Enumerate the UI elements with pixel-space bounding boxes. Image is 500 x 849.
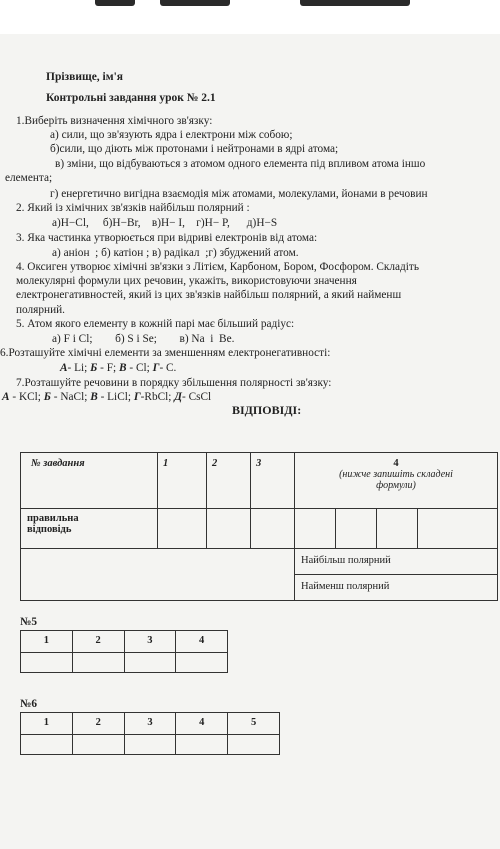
most-polar-cell[interactable]: Найбільш полярний xyxy=(295,549,498,575)
table6-title: №6 xyxy=(20,698,38,710)
q2-text: 2. Який із хімічних зв'язків найбільш полярний : xyxy=(16,202,250,214)
table6-head-1: 1 xyxy=(21,713,73,735)
table6 xyxy=(20,712,280,755)
answer-table-head-3: 3 xyxy=(251,453,295,509)
answer-table xyxy=(20,452,498,601)
answer-table-head-task: № завдання xyxy=(21,453,158,509)
table6-head-4: 4 xyxy=(176,713,228,735)
table6-head-3: 3 xyxy=(124,713,176,735)
table5-cell-4[interactable] xyxy=(176,653,228,673)
answer-table-head-2: 2 xyxy=(207,453,251,509)
q1-option-d: г) енергетично вигідна взаємодія між атомами, молекулами, йонами в речовин xyxy=(50,188,428,200)
answer-cell-4d[interactable] xyxy=(418,509,498,549)
q2-options: а)H−Cl, б)H−Br, в)H− I, г)H− P, д)H−S xyxy=(52,217,278,229)
name-label: Прізвище, ім'я xyxy=(46,71,124,83)
q7-text: 7.Розташуйте речовини в порядку збільшення полярності зв'язку: xyxy=(16,377,332,389)
q4-line2: молекулярні формули цих речовин, укажіть, використовуючи значення xyxy=(16,275,357,287)
q5-options: а) F і Cl; б) S і Se; в) Na і Be. xyxy=(52,333,235,345)
q1-text: 1.Виберіть визначення хімічного зв'язку: xyxy=(16,115,213,127)
table6-cell-5[interactable] xyxy=(228,735,280,755)
answer-cell-4c[interactable] xyxy=(377,509,418,549)
q5-text: 5. Атом якого елементу в кожній парі має більший радіус: xyxy=(16,318,295,330)
answer-cell-1[interactable] xyxy=(158,509,207,549)
table6-cell-4[interactable] xyxy=(176,735,228,755)
q1-option-b: б)сили, що діють між протонами і нейтронами в ядрі атома; xyxy=(50,143,339,155)
answer-blank-area xyxy=(21,549,295,601)
document-page xyxy=(0,34,500,849)
q7-options: А - KCl; Б - NaCl; В - LiCl; Г-RbCl; Д- CsCl xyxy=(2,391,212,403)
table5-head-2: 2 xyxy=(72,631,124,653)
table6-cell-3[interactable] xyxy=(124,735,176,755)
q4-line3: електронегативностей, який із цих зв'язків найбільш полярний, а який найменш xyxy=(16,289,402,301)
table5-cell-2[interactable] xyxy=(72,653,124,673)
table5-head-3: 3 xyxy=(124,631,176,653)
table6-head-5: 5 xyxy=(228,713,280,735)
answer-row-label: правильна відповідь xyxy=(21,509,158,549)
q4-line4: полярний. xyxy=(16,304,65,316)
q1-option-a: а) сили, що зв'язують ядра і електрони між собою; xyxy=(50,129,293,141)
answers-title: ВІДПОВІДІ: xyxy=(232,403,302,417)
table5 xyxy=(20,630,228,673)
table5-cell-3[interactable] xyxy=(124,653,176,673)
q6-text: 6.Розташуйте хімічні елементи за зменшенням електронегативності: xyxy=(0,347,331,359)
least-polar-cell[interactable]: Найменш полярний xyxy=(295,575,498,601)
answer-cell-4a[interactable] xyxy=(295,509,336,549)
answer-table-head-4: 4 (нижче запишіть складені формули) xyxy=(295,453,498,509)
q3-options: а) аніон ; б) катіон ; в) радікал ;г) збуджений атом. xyxy=(52,247,299,259)
answer-cell-4b[interactable] xyxy=(336,509,377,549)
page-title: Контрольні завдання урок № 2.1 xyxy=(46,92,216,104)
table5-head-1: 1 xyxy=(21,631,73,653)
q1-option-c-line1: в) зміни, що відбуваються з атомом одного елемента під впливом атома іншо xyxy=(55,158,426,170)
table5-cell-1[interactable] xyxy=(21,653,73,673)
table5-title: №5 xyxy=(20,616,38,628)
q1-option-c-line2: елемента; xyxy=(5,172,53,184)
q6-options: А- Li; Б - F; В - Cl; Г- C. xyxy=(60,362,177,374)
answer-table-head-1: 1 xyxy=(158,453,207,509)
table5-head-4: 4 xyxy=(176,631,228,653)
top-bar xyxy=(0,0,500,34)
answer-cell-3[interactable] xyxy=(251,509,295,549)
q4-line1: 4. Оксиген утворює хімічні зв'язки з Літієм, Карбоном, Бором, Фосфором. Складіть xyxy=(16,261,420,273)
table6-cell-2[interactable] xyxy=(72,735,124,755)
table6-cell-1[interactable] xyxy=(21,735,73,755)
table6-head-2: 2 xyxy=(72,713,124,735)
answer-cell-2[interactable] xyxy=(207,509,251,549)
q3-text: 3. Яка частинка утворюється при відриві електронів від атома: xyxy=(16,232,318,244)
